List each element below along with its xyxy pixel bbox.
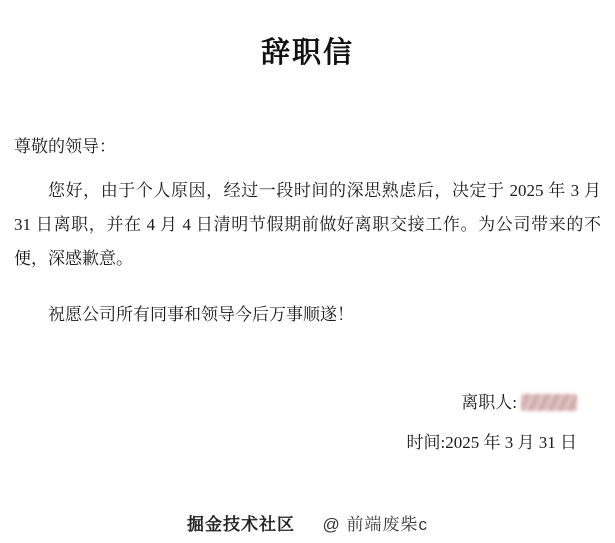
salutation: 尊敬的领导： xyxy=(14,137,116,156)
letter-body xyxy=(0,133,615,461)
signature-name-label: 离职人: xyxy=(461,393,517,413)
signature-block xyxy=(14,384,601,461)
signature-date-line xyxy=(14,424,577,461)
signature-name-line xyxy=(14,384,577,421)
redacted-name xyxy=(521,394,577,411)
page-title: 辞职信 xyxy=(260,37,354,69)
watermark-site: 掘金技术社区 xyxy=(187,515,296,534)
watermark-author: @ 前端废柴c xyxy=(322,515,428,534)
signature-date-value: 2025 年 3 月 31 日 xyxy=(445,432,577,452)
watermark xyxy=(0,510,615,535)
signature-date-label: 时间: xyxy=(406,432,446,452)
paragraph-reason: 您好，由于个人原因，经过一段时间的深思熟虑后，决定于 2025 年 3 月 31 日离职，并在 4 月 4 日清明节假期前做好离职交接工作。为公司带来的不便，深感歉意。 xyxy=(14,181,601,269)
paragraph-wish: 祝愿公司所有同事和领导今后万事顺遂！ xyxy=(48,305,354,325)
